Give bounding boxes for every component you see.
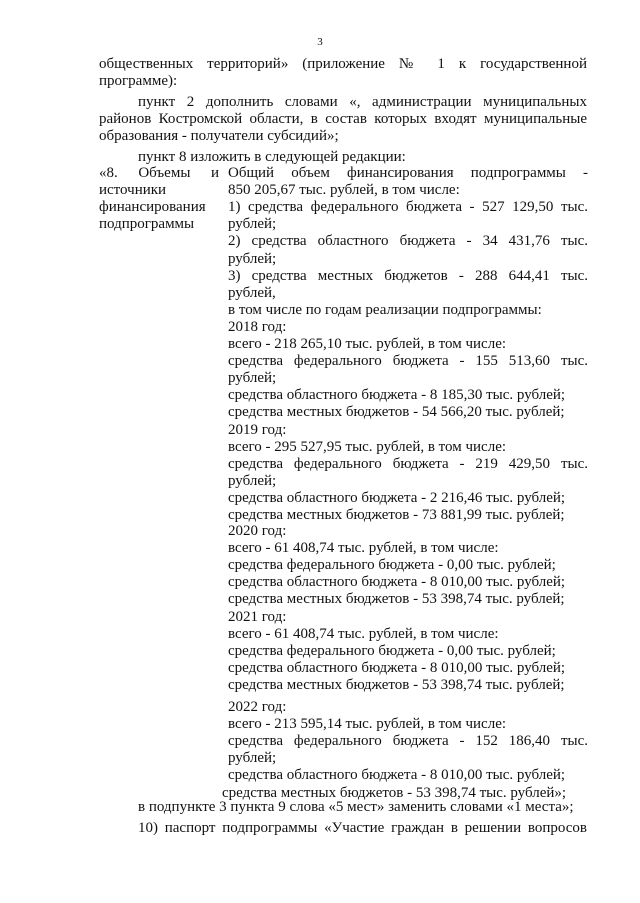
financing-line: средства местных бюджетов - 53 398,74 тыс. рублей; <box>228 591 565 608</box>
financing-line: всего - 295 527,95 тыс. рублей, в том числе: <box>228 438 507 455</box>
financing-line: в том числе по годам реализации подпрограммы: <box>228 301 542 318</box>
table-label-line-3: финансирования <box>99 199 206 215</box>
financing-line: средства местных бюджетов - 73 881,99 тыс. рублей; <box>228 507 565 523</box>
financing-line: 2020 год: <box>228 523 287 539</box>
intro-line-1: общественных территорий» (приложение № 1 к государственной <box>99 56 587 72</box>
financing-line: Общий объем финансирования подпрограммы - <box>228 165 588 181</box>
financing-line: всего - 61 408,74 тыс. рублей, в том числе: <box>228 540 499 557</box>
financing-line: средства местных бюджетов - 53 398,74 тыс. рублей»; <box>222 784 567 801</box>
financing-line: 2021 год: <box>228 608 287 625</box>
financing-line: средства федерального бюджета - 0,00 тыс. рублей; <box>228 642 556 659</box>
financing-line: 850 205,67 тыс. рублей, в том числе: <box>228 182 460 199</box>
financing-line: рублей; <box>228 250 277 267</box>
financing-line: 1) средства федерального бюджета - 527 129,50 тыс. <box>228 199 588 216</box>
financing-line: рублей; <box>228 472 277 489</box>
financing-line: рублей, <box>228 284 276 301</box>
financing-line: всего - 218 265,10 тыс. рублей, в том числе: <box>228 336 507 352</box>
financing-line: средства областного бюджета - 2 216,46 тыс. рублей; <box>228 489 566 506</box>
financing-line: всего - 61 408,74 тыс. рублей, в том числе: <box>228 625 499 642</box>
financing-line: средства федерального бюджета - 152 186,40 тыс. <box>228 733 588 750</box>
financing-line: всего - 213 595,14 тыс. рублей, в том числе: <box>228 716 507 733</box>
outro-line-1: в подпункте 3 пункта 9 слова «5 мест» заменить словами «1 места»; <box>138 799 574 815</box>
financing-line: рублей; <box>228 750 277 767</box>
financing-line: средства местных бюджетов - 53 398,74 тыс. рублей; <box>228 676 565 693</box>
financing-line: средства федерального бюджета - 0,00 тыс. рублей; <box>228 557 556 574</box>
table-label-line-4: подпрограммы <box>99 216 195 232</box>
financing-line: средства областного бюджета - 8 010,00 тыс. рублей; <box>228 767 566 784</box>
intro-line-3: пункт 2 дополнить словами «, администрации муниципальных <box>138 94 587 110</box>
financing-line: 2018 год: <box>228 318 287 335</box>
financing-line: 2019 год: <box>228 421 287 438</box>
intro-line-2: программе): <box>99 73 178 89</box>
intro-line-6: пункт 8 изложить в следующей редакции: <box>138 149 406 165</box>
financing-line: средства местных бюджетов - 54 566,20 тыс. рублей; <box>228 404 565 421</box>
financing-line: 2022 год: <box>228 699 287 715</box>
intro-line-4: районов Костромской области, в состав которых входят муниципальные <box>99 111 587 127</box>
intro-line-5: образования - получатели субсидий»; <box>99 128 339 144</box>
financing-line: рублей; <box>228 370 277 387</box>
financing-line: 3) средства местных бюджетов - 288 644,41 тыс. <box>228 267 588 284</box>
page-number: 3 <box>317 36 323 48</box>
financing-line: средства областного бюджета - 8 010,00 тыс. рублей; <box>228 574 566 591</box>
financing-line: средства областного бюджета - 8 010,00 тыс. рублей; <box>228 659 566 676</box>
table-label-line-2: источники <box>99 182 167 198</box>
financing-line: 2) средства областного бюджета - 34 431,76 тыс. <box>228 233 588 250</box>
financing-line: средства федерального бюджета - 219 429,50 тыс. <box>228 455 588 472</box>
outro-line-2: 10) паспорт подпрограммы «Участие граждан в решении вопросов <box>138 820 587 836</box>
table-label-line-1: «8. Объемы и <box>99 165 219 181</box>
financing-line: рублей; <box>228 216 277 233</box>
financing-line: средства федерального бюджета - 155 513,60 тыс. <box>228 353 588 370</box>
financing-line: средства областного бюджета - 8 185,30 тыс. рублей; <box>228 387 566 404</box>
